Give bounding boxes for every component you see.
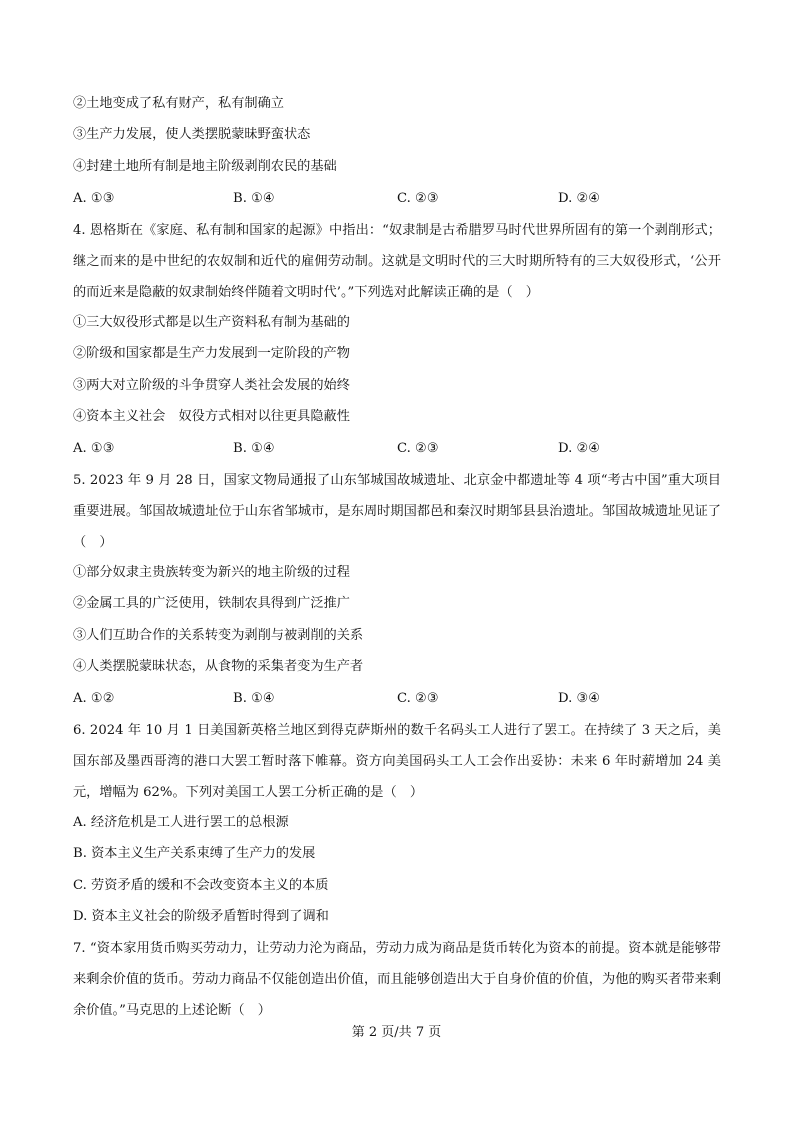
q6-option-c: C. 劳资矛盾的缓和不会改变资本主义的本质 — [73, 878, 329, 893]
q4-statement-3: ③两大对立阶级的斗争贯穿人类社会发展的始终 — [73, 378, 350, 393]
q5-statement-4: ④人类摆脱蒙昧状态，从食物的采集者变为生产者 — [73, 659, 364, 674]
q4-statement-4: ④资本主义社会 奴役方式相对以往更具隐蔽性 — [73, 409, 350, 424]
q3-statement-3: ③生产力发展，使人类摆脱蒙昧野蛮状态 — [73, 127, 311, 142]
q5-option-d: D. ③④ — [558, 691, 601, 706]
q4-option-d: D. ②④ — [558, 441, 601, 456]
q5-option-c: C. ②③ — [397, 691, 439, 706]
q5-statement-3: ③人们互助合作的关系转变为剥削与被剥削的关系 — [73, 628, 364, 643]
q5-options — [73, 689, 721, 709]
q4-statement-2: ②阶级和国家都是生产力发展到一定阶段的产物 — [73, 346, 350, 361]
page-footer: 第 2 页/共 7 页 — [351, 1025, 442, 1040]
q4-option-b: B. ①④ — [233, 441, 275, 456]
q3-option-d: D. ②④ — [558, 191, 601, 206]
q6-stem: 6. 2024 年 10 月 1 日美国新英格兰地区到得克萨斯州的数千名码头工人进行了罢工。在持续了 3 天之后，美国东部及墨西哥湾的港口大罢工暂时落下帷幕。资方向美国码头工人工会作出妥协：未来 6 年时薪增加 24 美元，增幅为 62%。下列对美国工人罢工分析正确的是（ ） — [73, 723, 721, 800]
q3-options — [73, 189, 721, 209]
q4-option-c: C. ②③ — [397, 441, 439, 456]
q6-option-b: B. 资本主义生产关系束缚了生产力的发展 — [73, 846, 316, 861]
q3-option-c: C. ②③ — [397, 191, 439, 206]
q7-stem: 7. “资本家用货币购买劳动力，让劳动力沦为商品，劳动力成为商品是货币转化为资本的前提。资本就是能够带来剩余价值的货币。劳动力商品不仅能创造出价值，而且能够创造出大于自身价值的价值，为他的购买者带来剩余价值。”马克思的上述论断（ ） — [73, 941, 721, 1018]
q3-option-b: B. ①④ — [233, 191, 275, 206]
q6-option-a: A. 经济危机是工人进行罢工的总根源 — [73, 815, 289, 830]
q6-option-d: D. 资本主义社会的阶级矛盾暂时得到了调和 — [73, 909, 329, 924]
q4-options — [73, 439, 721, 459]
q5-statement-1: ①部分奴隶主贵族转变为新兴的地主阶级的过程 — [73, 565, 350, 580]
q5-statement-2: ②金属工具的广泛使用，铁制农具得到广泛推广 — [73, 596, 350, 611]
q5-option-a: A. ①② — [73, 691, 115, 706]
q5-option-b: B. ①④ — [233, 691, 275, 706]
q3-statement-4: ④封建土地所有制是地主阶级剥削农民的基础 — [73, 159, 337, 174]
q4-stem: 4. 恩格斯在《家庭、私有制和国家的起源》中指出：“奴隶制是古希腊罗马时代世界所固有的第一个剥削形式；继之而来的是中世纪的农奴制和近代的雇佣劳动制。这就是文明时代的三大时期所特有的三大奴役形式，‘公开的而近来是隐蔽的奴隶制始终伴随着文明时代’。”下列选对此解读正确的是（ ） — [73, 223, 721, 300]
q5-stem: 5. 2023 年 9 月 28 日，国家文物局通报了山东邹城国故城遗址、北京金中都遗址等 4 项“考古中国”重大项目重要进展。邹国故城遗址位于山东省邹城市，是东周时期国都邑和秦汉时期邹县县治遗址。邹国故城遗址见证了（ ） — [73, 473, 721, 550]
q3-option-a: A. ①③ — [73, 191, 115, 206]
q4-option-a: A. ①③ — [73, 441, 115, 456]
q3-statement-2: ②土地变成了私有财产，私有制确立 — [73, 96, 284, 111]
q4-statement-1: ①三大奴役形式都是以生产资料私有制为基础的 — [73, 315, 350, 330]
